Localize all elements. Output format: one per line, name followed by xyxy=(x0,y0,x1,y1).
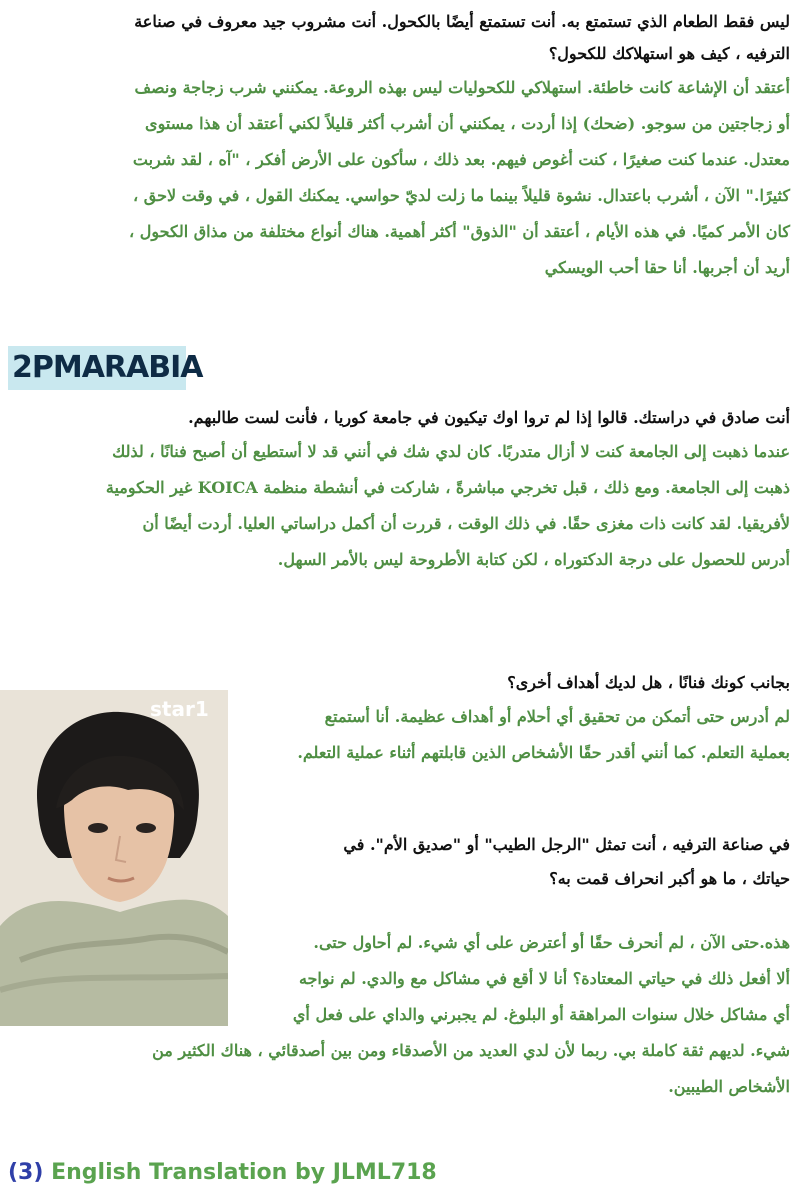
page-number: (3) xyxy=(8,1160,44,1185)
answer-line: ألا أفعل ذلك في حياتي المعتادة؟ أنا لا أقع في مشاكل مع والدي. لم نواجه xyxy=(298,969,790,988)
translation-credit: English Translation by JLML718 xyxy=(51,1160,437,1185)
answer-line: أريد أن أجربها. أنا حقا أحب الويسكي xyxy=(544,258,790,277)
answer-line: أدرس للحصول على درجة الدكتوراه ، لكن كتابة الأطروحة ليس بالأمر السهل. xyxy=(277,550,790,569)
question-line: الترفيه ، كيف هو استهلاكك للكحول؟ xyxy=(548,44,790,63)
answer-line: أو زجاجتين من سوجو. (ضحك) إذا أردت ، يمكنني أن أشرب أكثر قليلاً لكني أعتقد أن هذا مستوى xyxy=(145,114,790,133)
answer-line: أي مشاكل خلال سنوات المراهقة أو البلوغ. لم يجبرني والداي على فعل أي xyxy=(292,1005,790,1024)
photo-watermark: star1 xyxy=(150,697,209,721)
answer-line: هذه.حتى الآن ، لم أنحرف حقًا أو أعترض على أي شيء. لم أحاول حتى. xyxy=(313,933,790,952)
interview-section-studies xyxy=(8,402,790,578)
answer-line: معتدل. عندما كنت صغيرًا ، كنت أغوص فيهم. بعد ذلك ، سأكون على الأرض أفكر ، "آه ، لقد شربت xyxy=(132,150,790,169)
interview-section-goals xyxy=(240,667,790,771)
question-line: بجانب كونك فنانًا ، هل لديك أهداف أخرى؟ xyxy=(507,673,790,692)
page-footer xyxy=(8,1160,437,1185)
answer-line: شيء. لديهم ثقة كاملة بي. ربما لأن لدي العديد من الأصدقاء ومن بين أصدقائي ، هناك الكثير من xyxy=(152,1041,790,1060)
answer-line: أعتقد أن الإشاعة كانت خاطئة. استهلاكي للكحوليات ليس بهذه الروعة. يمكنني شرب زجاجة ونصف xyxy=(134,78,790,97)
answer-line: ذهبت إلى الجامعة. ومع ذلك ، قبل تخرجي مباشرةً ، شاركت في أنشطة منظمة KOICA غير الحكومية xyxy=(105,478,790,497)
interview-section-deviation-answer xyxy=(8,925,790,1105)
question-line: أنت صادق في دراستك. قالوا إذا لم تروا اوك تيكيون في جامعة كوريا ، فأنت لست طالبهم. xyxy=(188,408,790,427)
site-logo: 2PMARABIA xyxy=(8,346,186,390)
question-line: ليس فقط الطعام الذي تستمتع به. أنت تستمتع أيضًا بالكحول. أنت مشروب جيد معروف في صناعة xyxy=(134,12,790,31)
answer-line: عندما ذهبت إلى الجامعة كنت لا أزال متدربًا. كان لدي شك في أنني قد لا أستطيع أن أصبح فنانًا ، لذلك xyxy=(112,442,790,461)
answer-line: كثيرًا." الآن ، أشرب باعتدال. نشوة قليلاً بينما ما زلت لديّ حواسي. يمكنك القول ، في وقت لاحق ، xyxy=(133,186,790,205)
question-line: في صناعة الترفيه ، أنت تمثل "الرجل الطيب" أو "صديق الأم". في xyxy=(343,835,790,854)
answer-line: لأفريقيا. لقد كانت ذات مغزى حقًا. في ذلك الوقت ، قررت أن أكمل دراساتي العليا. أردت أيضًا أن xyxy=(142,514,790,533)
interview-section-deviation-question xyxy=(240,828,790,896)
answer-line: لم أدرس حتى أتمكن من تحقيق أي أحلام أو أهداف عظيمة. أنا أستمتع xyxy=(324,707,790,726)
question-line: حياتك ، ما هو أكبر انحراف قمت به؟ xyxy=(549,869,790,888)
answer-line: كان الأمر كميًا. في هذه الأيام ، أعتقد أن "الذوق" أكثر أهمية. هناك أنواع مختلفة من مذاق الكحول ، xyxy=(129,222,790,241)
answer-line: بعملية التعلم. كما أنني أقدر حقًا الأشخاص الذين قابلتهم أثناء عملية التعلم. xyxy=(297,743,790,762)
interview-section-alcohol xyxy=(8,6,790,286)
answer-line: الأشخاص الطيبين. xyxy=(668,1077,790,1096)
